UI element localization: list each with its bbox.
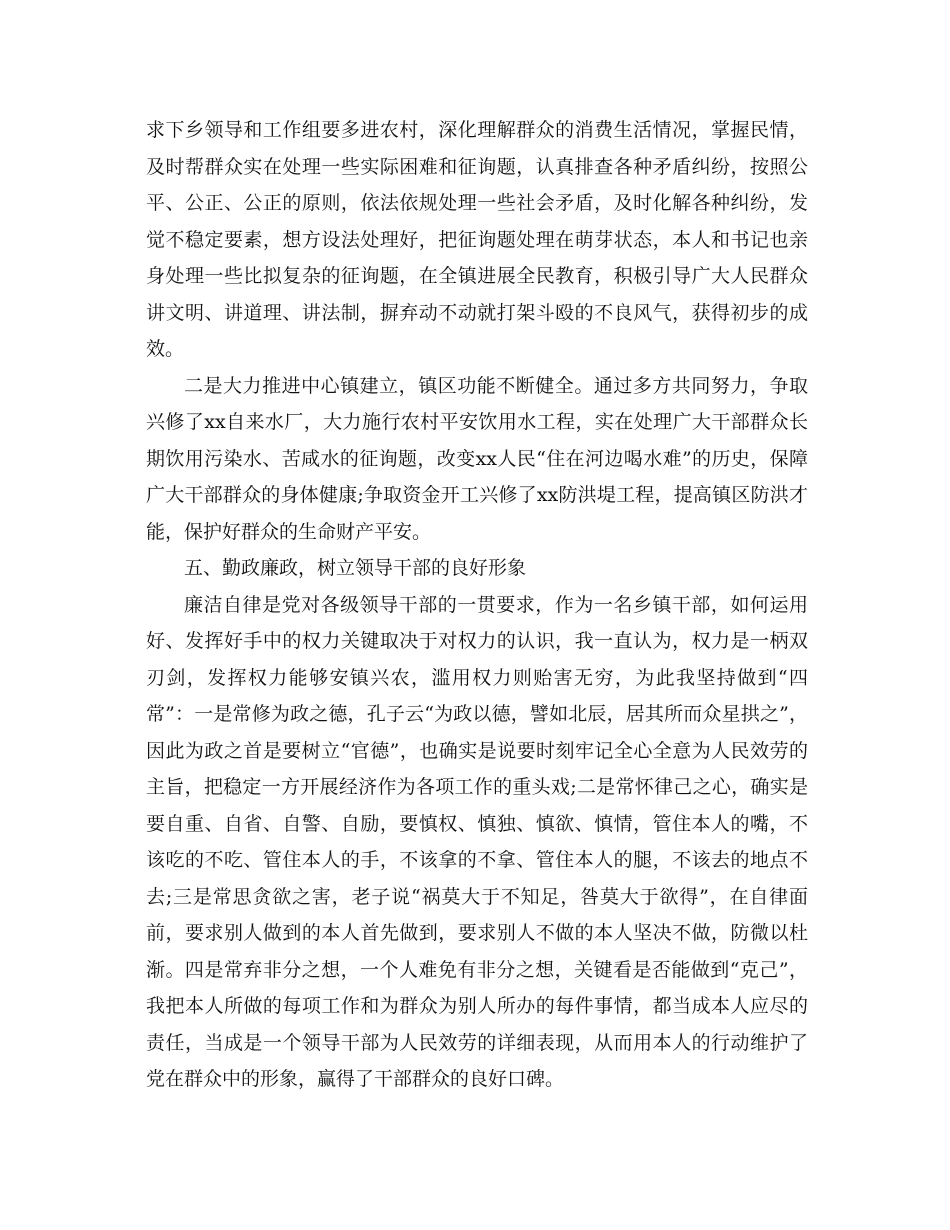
document-body	[146, 112, 808, 1098]
paragraph-town-construction: 二是大力推进中心镇建立，镇区功能不断健全。通过多方共同努力，争取兴修了xx自来水厂，大力施行农村平安饮用水工程，实在处理广大干部群众长期饮用污染水、苦咸水的征询题，改变xx人民“住在河边喝水难”的历史，保障广大干部群众的身体健康;争取资金开工兴修了xx防洪堤工程，提高镇区防洪才能，保护好群众的生命财产平安。	[146, 374, 808, 543]
paragraph-continuation: 求下乡领导和工作组要多进农村，深化理解群众的消费生活情况，掌握民情，及时帮群众实在处理一些实际困难和征询题，认真排查各种矛盾纠纷，按照公平、公正、公正的原则，依法依规处理一些社会矛盾，及时化解各种纠纷，发觉不稳定要素，想方设法处理好，把征询题处理在萌芽状态，本人和书记也亲身处理一些比拟复杂的征询题，在全镇进展全民教育，积极引导广大人民群众讲文明、讲道理、讲法制，摒弃动不动就打架斗殴的不良风气，获得初步的成效。	[146, 119, 808, 360]
paragraph-integrity: 廉洁自律是党对各级领导干部的一贯要求，作为一名乡镇干部，如何运用好、发挥好手中的权力关键取决于对权力的认识，我一直认为，权力是一柄双刃剑，发挥权力能够安镇兴农，滥用权力则贻害无穷，为此我坚持做到“四常”：一是常修为政之德，孔子云“为政以德，譬如北辰，居其所而众星拱之”，因此为政之首是要树立“官德”，也确实是说要时刻牢记全心全意为人民效劳的主旨，把稳定一方开展经济作为各项工作的重头戏;二是常怀律己之心，确实是要自重、自省、自警、自励，要慎权、慎独、慎欲、慎情，管住本人的嘴，不该吃的不吃、管住本人的手，不该拿的不拿、管住本人的腿，不该去的地点不去;三是常思贪欲之害，老子说“祸莫大于不知足，咎莫大于欲得”，在自律面前，要求别人做到的本人首先做到，要求别人不做的本人坚决不做，防微以杜渐。四是常弃非分之想，一个人难免有非分之想，关键看是否能做到“克己”，我把本人所做的每项工作和为群众为别人所办的每件事情，都当成本人应尽的责任，当成是一个领导干部为人民效劳的详细表现，从而用本人的行动维护了党在群众中的形象，赢得了干部群众的良好口碑。	[146, 593, 808, 1090]
section-heading: 五、勤政廉政，树立领导干部的良好形象	[184, 557, 527, 579]
